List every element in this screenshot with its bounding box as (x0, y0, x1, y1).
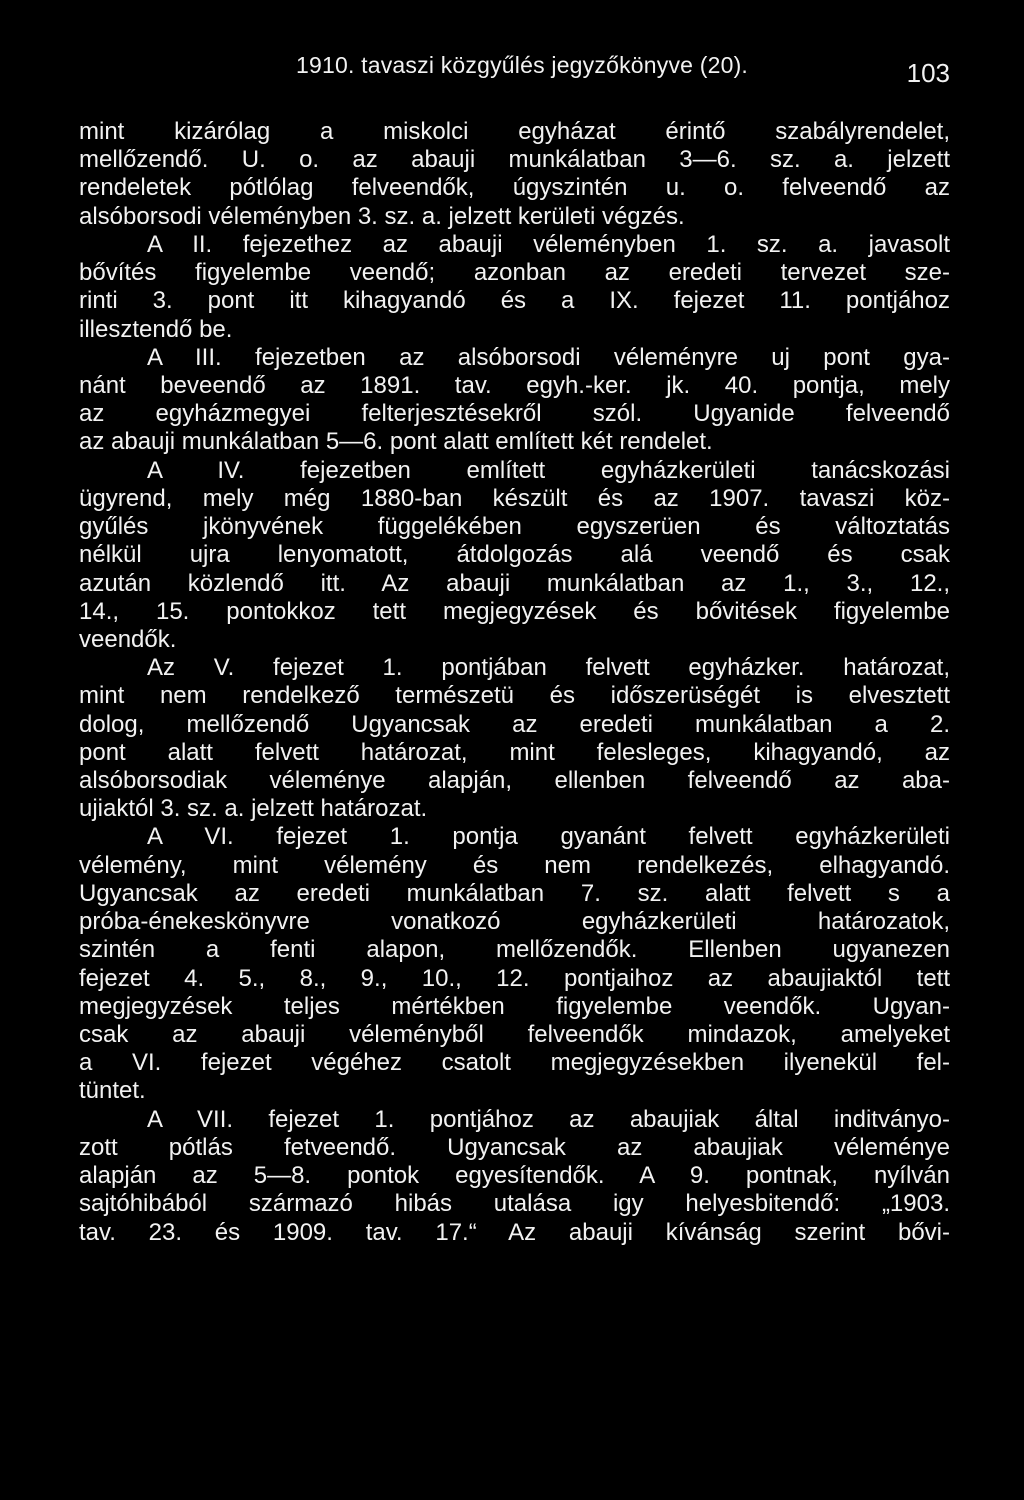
page-header (78, 52, 950, 92)
text-line: zott pótlás fetveendő. Ugyancsak az abaujiak véleménye (79, 1133, 950, 1161)
text-line: mint kizárólag a miskolci egyházat érintő szabályrendelet, (79, 118, 950, 145)
text-line: A III. fejezetben az alsóborsodi véleményre uj pont gya- (147, 343, 950, 371)
text-line: Az V. fejezet 1. pontjában felvett egyházker. határozat, (147, 654, 950, 682)
text-line: veendők. (79, 625, 177, 653)
text-line: gyűlés jkönyvének függelékében egyszerüen és változtatás (79, 513, 950, 541)
text-line: rendeletek pótlólag felveendők, úgyszintén u. o. felveendő az (79, 174, 950, 202)
text-line: mint nem rendelkező természetü és időszerüségét is elvesztett (79, 682, 950, 710)
text-line: az abauji munkálatban 5—6. pont alatt említett két rendelet. (79, 428, 713, 456)
text-line: tüntet. (79, 1077, 146, 1105)
text-line: illesztendő be. (79, 315, 233, 343)
text-line: megjegyzések teljes mértékben figyelembe veendők. Ugyan- (79, 992, 950, 1020)
text-line: szintén a fenti alapon, mellőzendők. Ellenben ugyanezen (79, 936, 950, 964)
text-line: sajtóhibából származó hibás utalása igy helyesbitendő: „1903. (79, 1190, 950, 1218)
text-line: nélkül ujra lenyomatott, átdolgozás alá veendő és csak (79, 541, 950, 569)
text-line: A IV. fejezetben említett egyházkerületi tanácskozási (147, 456, 950, 484)
text-line: pont alatt felvett határozat, mint felesleges, kihagyandó, az (79, 738, 950, 766)
text-line: 14., 15. pontokkoz tett megjegyzések és bővitések figyelembe (79, 597, 950, 625)
text-line: azután közlendő itt. Az abauji munkálatban az 1., 3., 12., (79, 569, 950, 597)
text-line: A VI. fejezet 1. pontja gyanánt felvett egyházkerületi (147, 823, 950, 851)
text-line: az egyházmegyei felterjesztésekről szól. Ugyanide felveendő (79, 400, 950, 428)
text-line: bővítés figyelembe veendő; azonban az eredeti tervezet sze- (79, 259, 950, 287)
text-line: Ugyancsak az eredeti munkálatban 7. sz. alatt felvett s a (79, 879, 950, 907)
text-line: mellőzendő. U. o. az abauji munkálatban 3—6. sz. a. jelzett (79, 146, 950, 174)
text-line: A II. fejezethez az abauji véleményben 1. sz. a. javasolt (147, 230, 950, 258)
text-line: vélemény, mint vélemény és nem rendelkezés, elhagyandó. (79, 851, 950, 879)
text-line: A VII. fejezet 1. pontjához az abaujiak által inditványo- (147, 1105, 950, 1133)
text-line: tav. 23. és 1909. tav. 17.“ Az abauji kívánság szerint bővi- (79, 1218, 950, 1246)
text-line: dolog, mellőzendő Ugyancsak az eredeti munkálatban a 2. (79, 710, 950, 738)
page-number: 103 (906, 58, 950, 88)
running-head: 1910. tavaszi közgyűlés jegyzőkönyve (20). (296, 52, 749, 78)
text-line: próba-énekeskönyvre vonatkozó egyházkerületi határozatok, (79, 908, 950, 936)
text-line: alsóborsodi véleményben 3. sz. a. jelzett kerületi végzés. (79, 202, 685, 230)
text-line: a VI. fejezet végéhez csatolt megjegyzésekben ilyenekül fel- (79, 1049, 950, 1077)
text-line: csak az abauji véleményből felveendők mindazok, amelyeket (79, 1021, 950, 1048)
text-line: alapján az 5—8. pontok egyesítendők. A 9. pontnak, nyílván (79, 1162, 950, 1190)
body-text (79, 118, 950, 1247)
text-line: nánt beveendő az 1891. tav. egyh.-ker. jk. 40. pontja, mely (79, 371, 950, 399)
text-line: rinti 3. pont itt kihagyandó és a IX. fejezet 11. pontjához (79, 287, 950, 315)
text-line: alsóborsodiak véleménye alapján, ellenben felveendő az aba- (79, 767, 950, 795)
text-line: ügyrend, mely még 1880-ban készült és az 1907. tavaszi köz- (79, 484, 950, 512)
text-line: ujiaktól 3. sz. a. jelzett határozat. (79, 795, 428, 823)
text-line: fejezet 4. 5., 8., 9., 10., 12. pontjaihoz az abaujiaktól tett (79, 964, 950, 992)
